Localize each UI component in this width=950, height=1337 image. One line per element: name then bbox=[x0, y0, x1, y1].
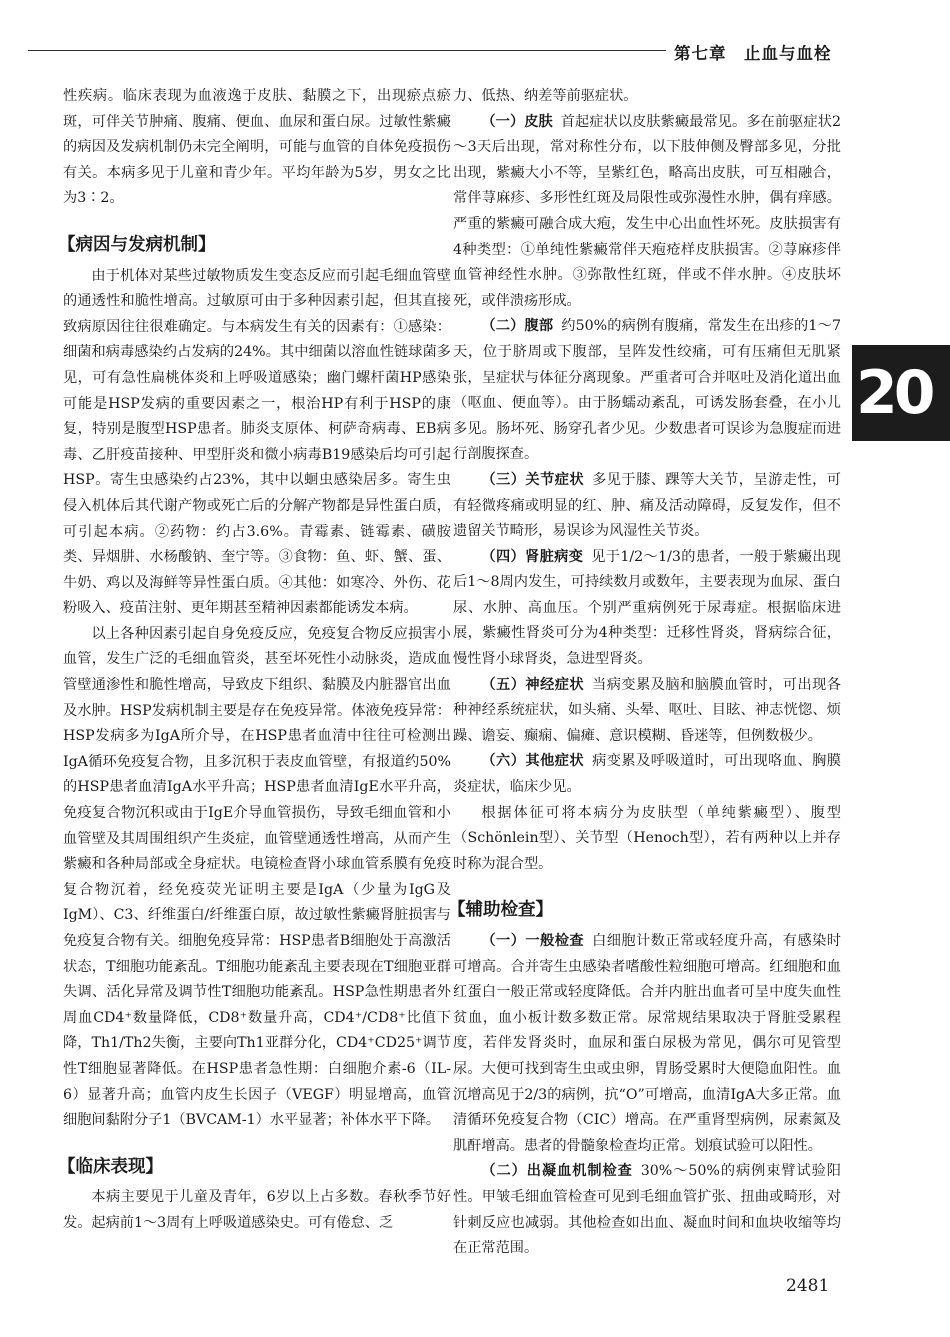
skin-text: 首起症状以皮肤紫癜最常见。多在前驱症状2～3天后出现，常对称性分布，以下肢伸侧及臀部多见，分批出现，紫癜大小不等，呈紫红色，略高出皮肤，可互相融合，常伴荨麻疹、多形性红斑及局限性或弥漫性水肿，偶有痒感。严重的紫癜可融合成大疱，发生中心出血性坏死。皮肤损害有4种类型：①单纯性紫癜常伴天疱疮样皮肤损害。②荨麻疹伴血管神经性水肿。③弥散性红斑，伴或不伴水肿。④皮肤坏死，或伴溃疡形成。 bbox=[453, 113, 841, 309]
renal-paragraph bbox=[453, 545, 841, 673]
etiology-paragraph-1: 由于机体对某些过敏物质发生变态反应而引起毛细血管壁的通透性和脆性增高。过敏原可由于多种因素引起，但其直接致病原因往往很难确定。与本病发生有关的因素有：①感染：细菌和病毒感染约占发病的24%。其中细菌以溶血性链球菌多见，可有急性扁桃体炎和上呼吸道感染；幽门螺杆菌HP感染可能是HSP发病的重要因素之一，根治HP有利于HSP的康复，特别是腹型HSP患者。肺炎支原体、柯萨奇病毒、EB病毒、乙肝疫苗接种、甲型肝炎和微小病毒B19感染后均可引起HSP。寄生虫感染约占23%，其中以蛔虫感染居多。寄生虫侵入机体后其代谢产物或死亡后的分解产物都是异性蛋白质，可引起本病。②药物：约占3.6%。青霉素、链霉素、磺胺类、异烟肼、水杨酸钠、奎宁等。③食物：鱼、虾、蟹、蛋、牛奶、鸡以及海鲜等异性蛋白质。④其他：如寒冷、外伤、花粉吸入、疫苗注射、更年期甚至精神因素都能诱发本病。 bbox=[63, 267, 451, 617]
joint-text: 多见于膝、踝等大关节，呈游走性，可有轻微疼痛或明显的红、肿、痛及活动障碍，反复发作，但不遗留关节畸形，易误诊为风湿性关节炎。 bbox=[453, 471, 841, 540]
renal-label: （四）肾脏病变 bbox=[481, 548, 584, 565]
skin-paragraph bbox=[453, 110, 841, 315]
abdomen-label: （二）腹部 bbox=[481, 318, 554, 335]
etiology-heading: 【病因与发病机制】 bbox=[58, 234, 216, 255]
chapter-header-title: 第七章 止血与血栓 bbox=[674, 44, 832, 63]
classification-paragraph: 根据体征可将本病分为皮肤型（单纯紫癜型）、腹型（Schönlein型）、关节型（Henoch型），若有两种以上并存时称为混合型。 bbox=[453, 804, 841, 872]
neuro-text: 当病变累及脑和脑膜血管时，可出现各种神经系统症状，如头痛、头晕、呕吐、目眩、神志恍惚、烦躁、谵妄、癫痫、偏瘫、意识模糊、昏迷等，但例数极少。 bbox=[453, 676, 841, 744]
clinical-heading: 【临床表现】 bbox=[58, 1156, 163, 1177]
coag-exam-paragraph bbox=[453, 1159, 841, 1261]
header-rule bbox=[28, 50, 666, 51]
coag-exam-label: （二）出凝血机制检查 bbox=[481, 1163, 633, 1180]
abdomen-paragraph bbox=[453, 314, 841, 468]
chapter-tab: 20 bbox=[852, 345, 950, 441]
skin-label: （一）皮肤 bbox=[481, 113, 553, 130]
neuro-label: （五）神经症状 bbox=[481, 676, 585, 693]
aux-exam-heading: 【辅助检查】 bbox=[448, 900, 553, 921]
clinical-paragraph-1: 本病主要见于儿童及青年，6岁以上占多数。春秋季节好发。起病前1～3周有上呼吸道感染史。可有倦怠、乏 bbox=[63, 1189, 451, 1231]
other-paragraph bbox=[453, 749, 841, 800]
other-label: （六）其他症状 bbox=[481, 753, 585, 770]
coag-exam-text: 30%～50%的病例束臂试验阳性。甲皱毛细血管检查可见到毛细血管扩张、扭曲或畸形，对针刺反应也减弱。其他检查如出血、凝血时间和血块收缩等均在正常范围。 bbox=[453, 1163, 841, 1257]
joint-paragraph bbox=[453, 468, 841, 545]
right-column bbox=[448, 84, 841, 1262]
left-column bbox=[58, 84, 451, 1237]
intro-paragraph: 性疾病。临床表现为血液逸于皮肤、黏膜之下，出现瘀点瘀斑，可伴关节肿痛、腹痛、便血、血尿和蛋白尿。过敏性紫癜的病因及发病机制仍未完全阐明，可能与血管的自体免疫损伤有关。本病多见于儿童和青少年。平均年龄为5岁，男女之比为3∶2。 bbox=[63, 88, 451, 207]
general-exam-label: （一）一般检查 bbox=[481, 933, 585, 949]
other-text: 病变累及呼吸道时，可出现咯血、胸膜炎症状，临床少见。 bbox=[453, 753, 841, 796]
etiology-paragraph-2: 以上各种因素引起自身免疫反应，免疫复合物反应损害小血管，发生广泛的毛细血管炎，甚至坏死性小动脉炎，造成血管壁通渗性和脆性增高，导致皮下组织、黏膜及内脏器官出血及水肿。HSP发病机制主要是存在免疫异常。体液免疫异常：HSP发病多为IgA所介导，在HSP患者血清中往往可检测出IgA循环免疫复合物，且多沉积于表皮血管壁，有报道约50%的HSP患者血清IgA水平升高；HSP患者血清IgE水平升高，免疫复合物沉积或由于IgE介导血管损伤，导致毛细血管和小血管壁及其周围组织产生炎症，血管壁通透性增高，从而产生紫癜和各种局部或全身症状。电镜检查肾小球血管系膜有免疫复合物沉着，经免疫荧光证明主要是IgA（少量为IgG及IgM）、C3、纤维蛋白/纤维蛋白原，故过敏性紫癜肾脏损害与免疫复合物有关。细胞免疫异常：HSP患者B细胞处于高激活状态，T细胞功能紊乱。T细胞功能紊乱主要表现在T细胞亚群失调、活化异常及调节性T细胞功能紊乱。HSP急性期患者外周血CD4⁺数量降低，CD8⁺数量升高，CD4⁺/CD8⁺比值下降，Th1/Th2失衡，主要向Th1亚群分化，CD4⁺CD25⁺调节性T细胞显著降低。在HSP患者急性期：白细胞介素-6（IL-6）显著升高；血管内皮生长因子（VEGF）明显增高，血管细胞间黏附分子1（BVCAM-1）水平显著；补体水平下降。 bbox=[63, 625, 451, 1129]
abdomen-text: 约50%的病例有腹痛，常发生在出疹的1～7天，位于脐周或下腹部，呈阵发性绞痛，可有压痛但无肌紧张，呈症状与体征分离现象。严重者可合并呕吐及消化道出血（呕血、便血等）。由于肠蠕动紊乱，可诱发肠套叠，在小儿多见。肠坏死、肠穿孔者少见。少数患者可误诊为急腹症而进行剖腹探查。 bbox=[453, 318, 841, 463]
renal-text: 见于1/2～1/3的患者，一般于紫癜出现后1～8周内发生，可持续数月或数年，主要表现为血尿、蛋白尿、水肿、高血压。个别严重病例死于尿毒症。根据临床进展，紫癜性肾炎可分为4种类型：迁移性肾炎，肾病综合征，慢性肾小球肾炎，急进型肾炎。 bbox=[453, 548, 841, 668]
general-exam-paragraph bbox=[453, 929, 841, 1159]
neuro-paragraph bbox=[453, 673, 841, 750]
joint-label: （三）关节症状 bbox=[481, 471, 585, 488]
general-exam-text: 白细胞计数正常或轻度升高，有感染时可增高。合并寄生虫感染者嗜酸性粒细胞可增高。红细胞和血红蛋白一般正常或轻度降低。合并内脏出血者可呈中度失血性贫血，血小板计数多数正常。尿常规结果取决于肾脏受累程度，若伴发肾炎时，血尿和蛋白尿极为常见，偶尔可见管型尿。大便可找到寄生虫或虫卵，胃肠受累时大便隐血阳性。血沉增高见于2/3的病例，抗“O”可增高，血清IgA大多正常。血清循环免疫复合物（CIC）增高。在严重肾型病例，尿素氮及肌酐增高。患者的骨髓象检查均正常。划痕试验可以阳性。 bbox=[453, 933, 841, 1154]
page-number: 2481 bbox=[786, 1276, 830, 1296]
clinical-continued-paragraph: 力、低热、纳差等前驱症状。 bbox=[453, 88, 638, 104]
